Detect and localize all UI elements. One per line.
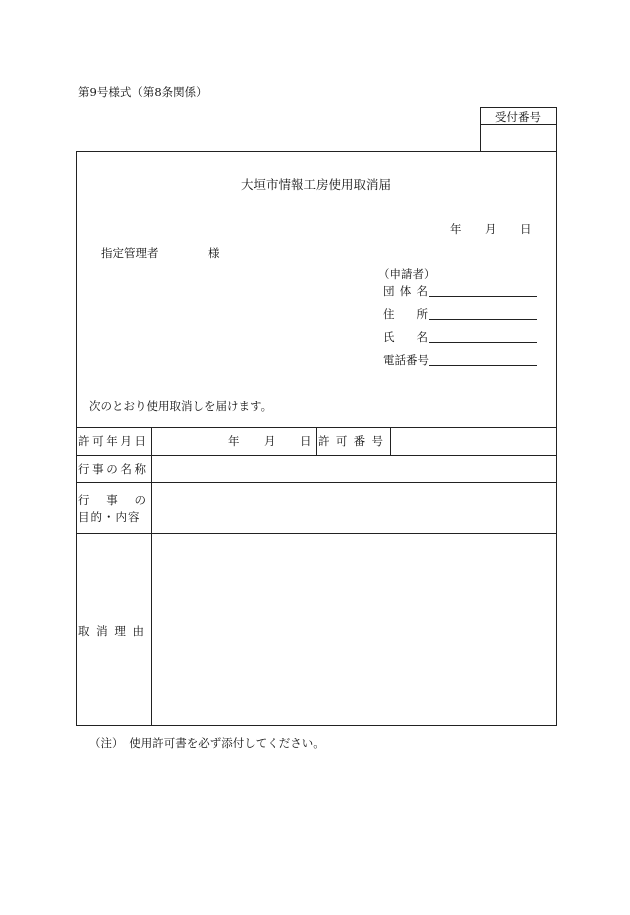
addressee-honorific: 様 — [208, 246, 220, 260]
permit-number-label: 許 可 番 号 — [318, 434, 383, 448]
purpose-label-line1: 行 事 の — [78, 493, 146, 507]
footnote: （注） 使用許可書を必ず添付してください。 — [89, 736, 325, 750]
permit-day-unit: 日 — [300, 434, 312, 448]
statement: 次のとおり使用取消しを届けます。 — [89, 399, 273, 413]
permit-month-unit: 月 — [264, 434, 276, 448]
date-day-unit: 日 — [520, 222, 532, 236]
form-number: 第9号様式（第8条関係） — [78, 85, 208, 99]
event-name-field[interactable] — [154, 458, 553, 480]
org-name-label: 団 体 名 — [383, 284, 428, 298]
org-name-field[interactable] — [429, 296, 537, 297]
purpose-label-line2: 目的・内容 — [78, 510, 141, 524]
addressee-name: 指定管理者 — [101, 246, 159, 260]
reason-field[interactable] — [154, 536, 553, 722]
phone-label: 電話番号 — [383, 353, 429, 367]
permit-year-unit: 年 — [228, 434, 240, 448]
date-month-unit: 月 — [485, 222, 497, 236]
name-label: 氏 名 — [383, 330, 428, 344]
name-field[interactable] — [429, 342, 537, 343]
permit-date-label: 許 可 年 月 日 — [78, 434, 146, 448]
purpose-field[interactable] — [154, 485, 553, 530]
event-name-label: 行 事 の 名 称 — [78, 462, 146, 476]
phone-field[interactable] — [429, 365, 537, 366]
receipt-number-value — [484, 130, 552, 146]
receipt-number-label: 受付番号 — [495, 110, 541, 124]
form-title: 大垣市情報工房使用取消届 — [240, 177, 391, 192]
permit-number-field[interactable] — [393, 430, 553, 452]
address-field[interactable] — [429, 319, 537, 320]
date-year-unit: 年 — [450, 222, 462, 236]
applicant-header: （申請者） — [378, 267, 436, 281]
reason-label: 取 消 理 由 — [78, 624, 144, 638]
address-label: 住 所 — [383, 307, 428, 321]
